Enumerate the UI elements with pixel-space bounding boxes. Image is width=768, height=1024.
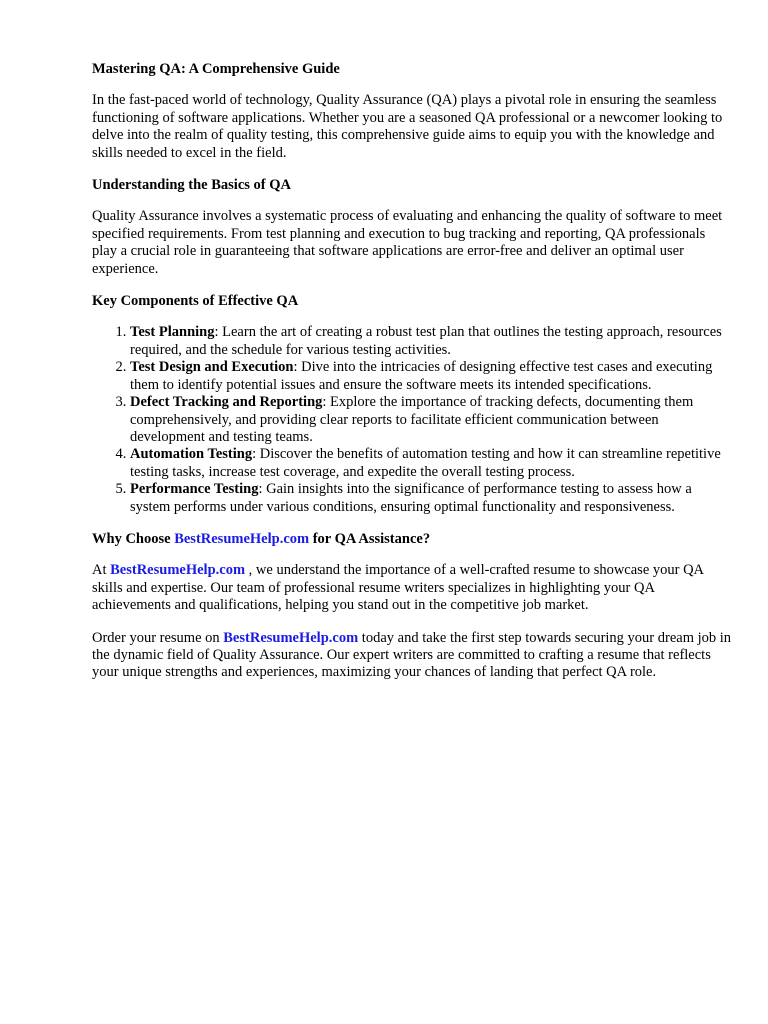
why-heading-prefix: Why Choose: [92, 530, 175, 547]
list-item-text: : Learn the art of creating a robust test plan that outlines the testing approach, resources required, and the schedule for various testing activities.: [130, 324, 722, 358]
list-item-text: : Discover the benefits of automation testing and how it can streamline repetitive testing tasks, increase test coverage, and expedite the overall testing process.: [130, 446, 721, 480]
why-heading-suffix: for QA Assistance?: [309, 530, 431, 547]
why-p1-link[interactable]: BestResumeHelp.com: [110, 562, 246, 579]
list-item-text: : Gain insights into the significance of performance testing to assess how a system performs under various conditions, ensuring optimal functionality and responsiveness.: [130, 481, 692, 515]
why-paragraph-1: [92, 562, 732, 614]
why-p2-prefix: Order your resume on: [92, 629, 224, 646]
list-item-term: Defect Tracking and Reporting: [130, 394, 323, 411]
list-item: [130, 446, 732, 481]
list-item: [130, 324, 732, 359]
basics-heading: Understanding the Basics of QA: [92, 177, 291, 194]
components-list: [92, 324, 732, 515]
list-item: [130, 359, 732, 394]
intro-paragraph: In the fast-paced world of technology, Quality Assurance (QA) plays a pivotal role in ensuring the seamless functioning of software applications. Whether you are a seasoned QA professional or a newcomer looking to delve into the realm of quality testing, this comprehensive guide aims to equip you with the knowledge and skills needed to excel in the field.: [92, 92, 723, 161]
list-item-term: Automation Testing: [130, 446, 253, 463]
list-item-term: Test Planning: [130, 324, 215, 341]
list-item-text: : Dive into the intricacies of designing effective test cases and executing them to identify potential issues and ensure the software meets its intended specifications.: [130, 359, 713, 393]
document-content: [92, 61, 732, 697]
why-p2-link[interactable]: BestResumeHelp.com: [223, 629, 359, 646]
why-heading: [92, 531, 732, 548]
list-item-term: Performance Testing: [130, 481, 259, 498]
components-heading: Key Components of Effective QA: [92, 293, 299, 310]
list-item-text: : Explore the importance of tracking defects, documenting them comprehensively, and providing clear reports to facilitate efficient communication between development and testing teams.: [130, 394, 694, 445]
why-p1-suffix: , we understand the importance of a well-crafted resume to showcase your QA skills and expertise. Our team of professional resume writers specializes in highlighting your QA achievements and qualifications, helping you stand out in the competitive job market.: [92, 562, 704, 614]
list-item-term: Test Design and Execution: [130, 359, 294, 376]
why-p2-suffix: today and take the first step towards securing your dream job in the dynamic field of Quality Assurance. Our expert writers are committed to crafting a resume that reflects your unique strengths and experiences, maximizing your chances of landing that perfect QA role.: [92, 629, 732, 681]
list-item: [130, 394, 732, 446]
why-paragraph-2: [92, 630, 732, 682]
basics-paragraph: Quality Assurance involves a systematic process of evaluating and enhancing the quality of software to meet specified requirements. From test planning and execution to bug tracking and reporting, QA professionals play a crucial role in guaranteeing that software applications are error-free and deliver an optimal user experience.: [92, 208, 723, 277]
why-p1-prefix: At: [92, 562, 111, 579]
list-item: [130, 481, 732, 516]
why-heading-link[interactable]: BestResumeHelp.com: [174, 530, 310, 547]
document-title: Mastering QA: A Comprehensive Guide: [92, 61, 340, 77]
